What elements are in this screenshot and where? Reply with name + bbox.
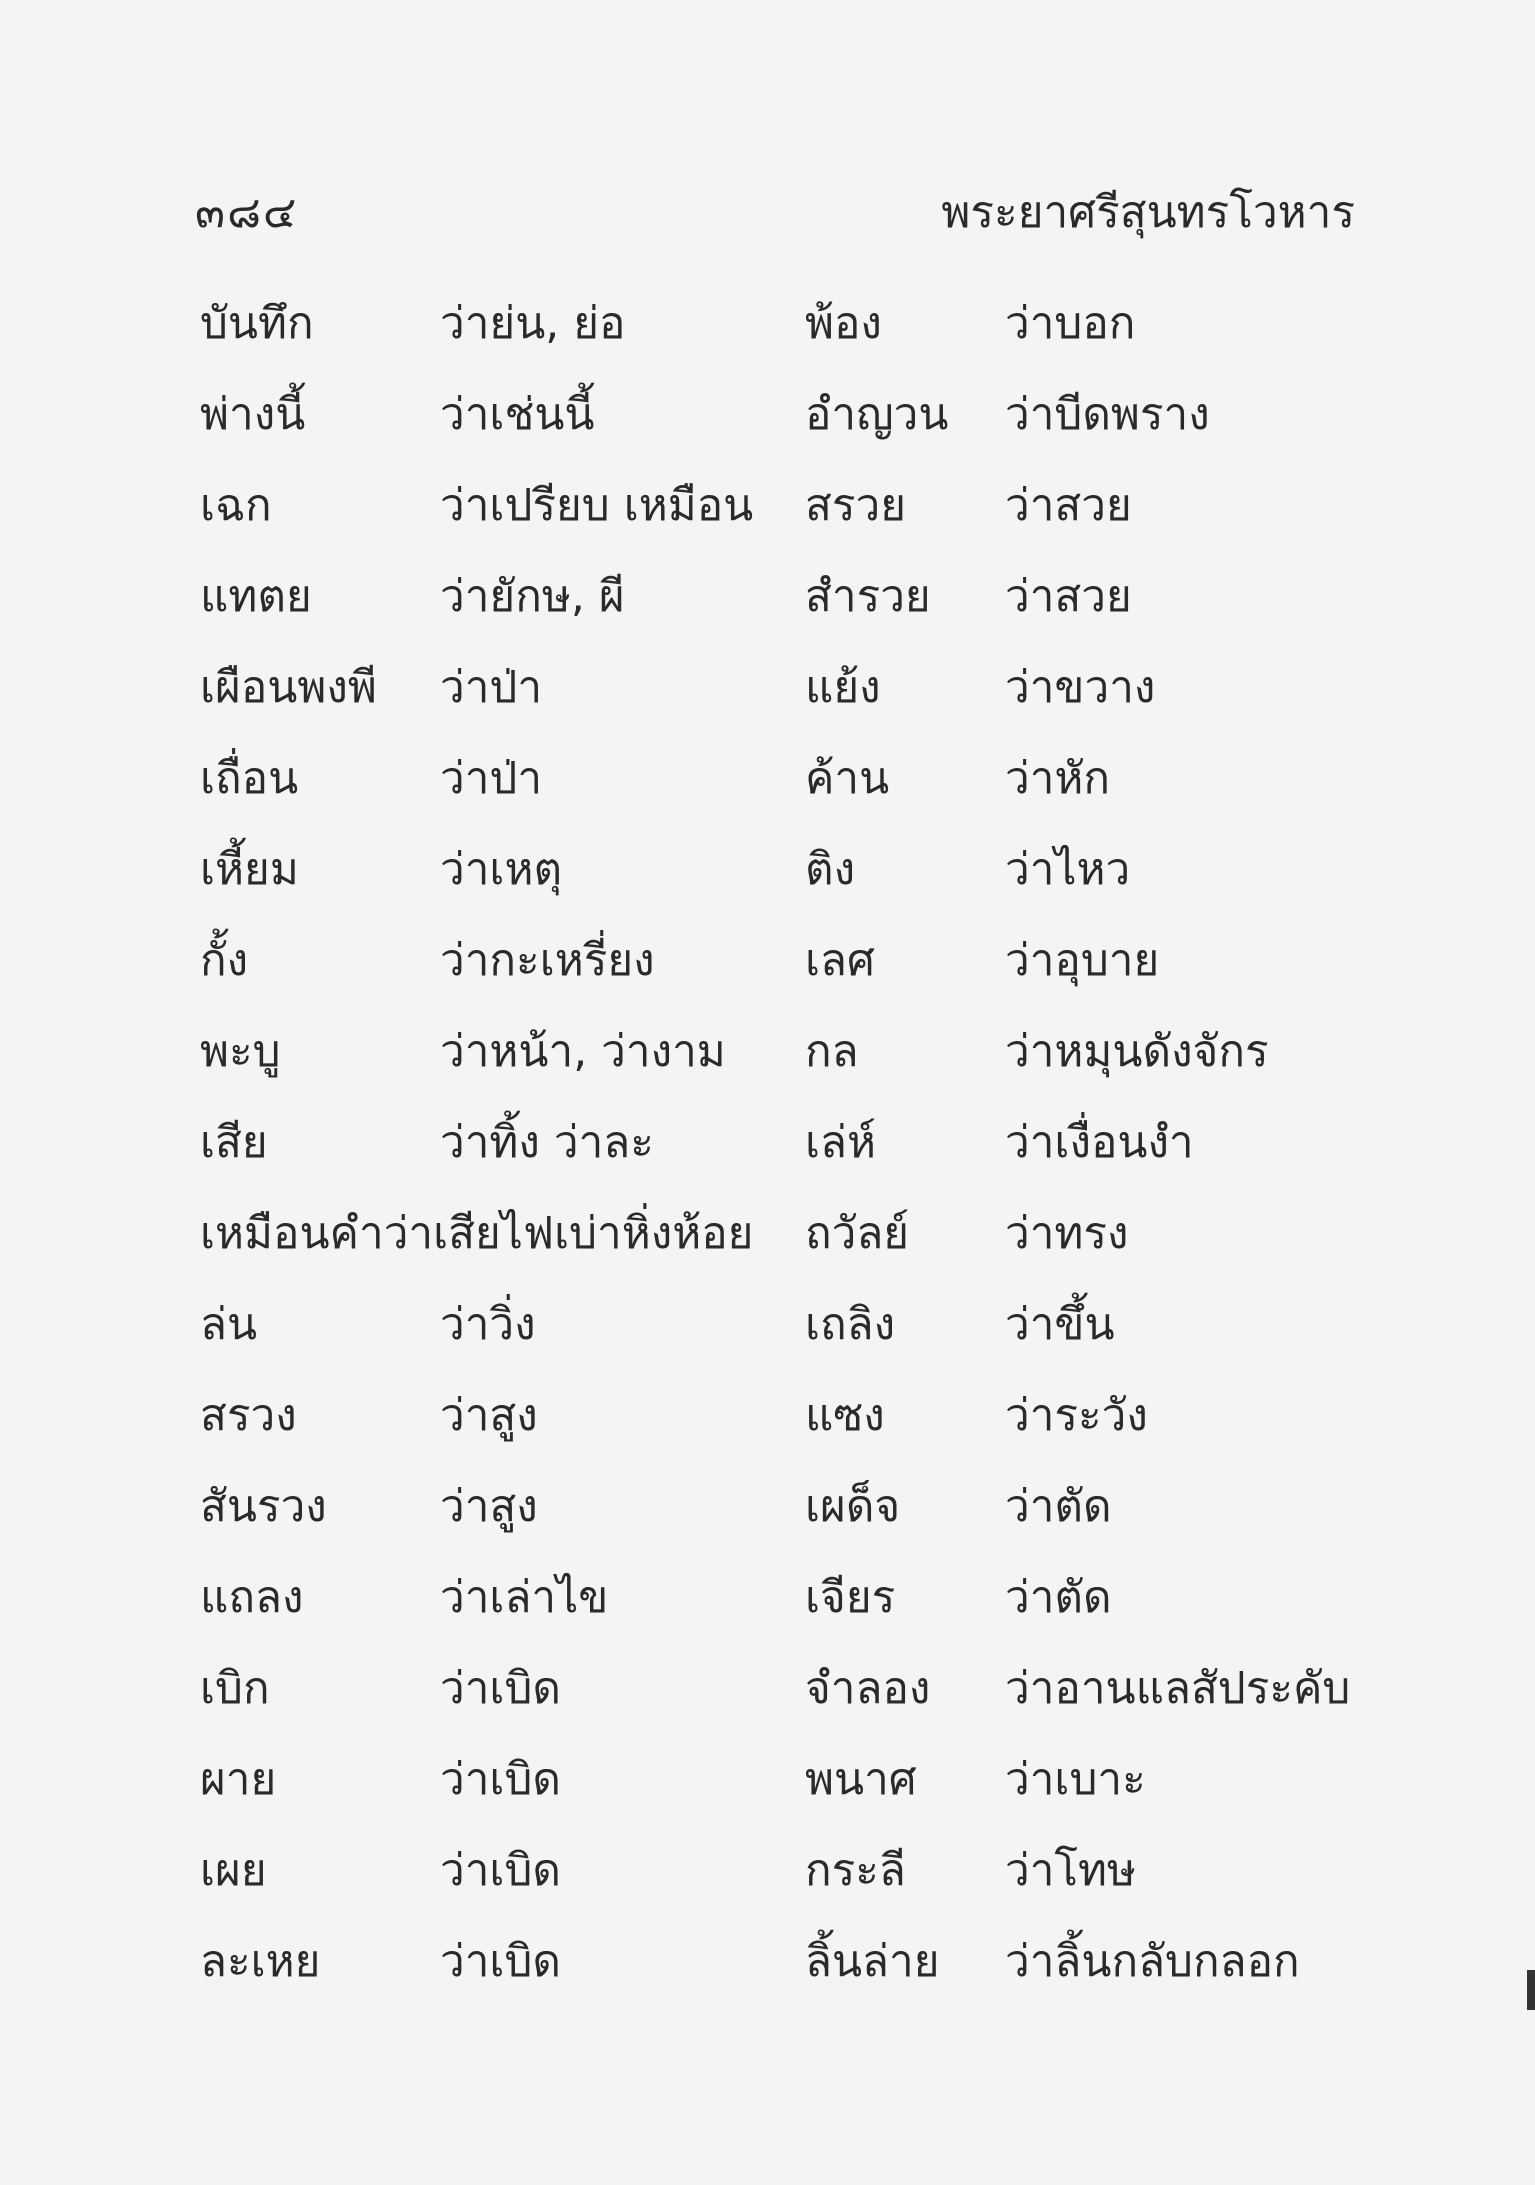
glossary-row	[200, 1188, 1360, 1279]
definition-left: ว่าหน้า, ว่างาม	[440, 1026, 726, 1077]
definition-right: ว่าหัก	[1005, 753, 1111, 804]
headword-left: เหี้ยม	[200, 844, 299, 895]
headword-right: กล	[805, 1026, 859, 1077]
definition-left: ว่าเบิด	[440, 1754, 561, 1805]
headword-right: พ้อง	[805, 298, 882, 349]
definition-left: ว่าย่น, ย่อ	[440, 298, 626, 349]
definition-right: ว่าลิ้นกลับกลอก	[1005, 1936, 1300, 1987]
headword-left: เถื่อน	[200, 753, 299, 804]
glossary-row	[200, 1006, 1360, 1097]
definition-right: ว่าสวย	[1005, 480, 1132, 531]
definition-right: ว่าเงื่อนงำ	[1005, 1117, 1194, 1168]
headword-left: สรวง	[200, 1390, 297, 1441]
glossary-row	[200, 1734, 1360, 1825]
definition-right: ว่าบอก	[1005, 298, 1136, 349]
definition-right: ว่าอานแลสัประคับ	[1005, 1663, 1351, 1714]
definition-left: ว่าเบิด	[440, 1936, 561, 1987]
glossary-row	[200, 824, 1360, 915]
definition-left: ว่าป่า	[440, 753, 543, 804]
headword-left: แทตย	[200, 571, 312, 622]
glossary-entries	[200, 278, 1360, 2007]
definition-left: ว่าสูง	[440, 1390, 538, 1441]
headword-left: เสีย	[200, 1117, 268, 1168]
headword-right: กระลี	[805, 1845, 906, 1896]
page-header	[195, 178, 1355, 248]
definition-left: ว่าทิ้ง ว่าละ	[440, 1117, 654, 1168]
definition-left: ว่ายักษ, ผี	[440, 571, 625, 622]
definition-right: ว่าระวัง	[1005, 1390, 1148, 1441]
headword-right: เล่ห์	[805, 1117, 877, 1168]
definition-right: ว่าเบาะ	[1005, 1754, 1146, 1805]
headword-right: ค้าน	[805, 753, 890, 804]
glossary-row	[200, 1916, 1360, 2007]
headword-right: ติง	[805, 844, 856, 895]
headword-left: ล่น	[200, 1299, 258, 1350]
headword-right: เถลิง	[805, 1299, 896, 1350]
headword-left: พะบู	[200, 1026, 281, 1077]
glossary-row	[200, 1825, 1360, 1916]
definition-right: ว่าโทษ	[1005, 1845, 1137, 1896]
definition-right: ว่าไหว	[1005, 844, 1131, 895]
headword-left: กั้ง	[200, 935, 249, 986]
headword-left: ละเหย	[200, 1936, 321, 1987]
headword-left: เผือนพงพี	[200, 662, 377, 713]
definition-right: ว่าตัด	[1005, 1481, 1112, 1532]
glossary-row	[200, 551, 1360, 642]
definition-right: ว่าอุบาย	[1005, 935, 1160, 986]
headword-left: เบิก	[200, 1663, 270, 1714]
glossary-row	[200, 278, 1360, 369]
definition-right: ว่าขวาง	[1005, 662, 1156, 713]
glossary-row	[200, 1279, 1360, 1370]
definition-right: ว่าขึ้น	[1005, 1299, 1115, 1350]
headword-left: ผาย	[200, 1754, 277, 1805]
definition-left: ว่าเล่าไข	[440, 1572, 609, 1623]
glossary-row	[200, 1370, 1360, 1461]
headword-left: เฉก	[200, 480, 272, 531]
glossary-row	[200, 1461, 1360, 1552]
headword-right: สรวย	[805, 480, 906, 531]
definition-right: ว่าทรง	[1005, 1208, 1129, 1259]
definition-right: ว่าหมุนดังจักร	[1005, 1026, 1269, 1077]
headword-left: เผย	[200, 1845, 267, 1896]
headword-right: เลศ	[805, 935, 875, 986]
headword-right: ถวัลย์	[805, 1208, 910, 1259]
glossary-row	[200, 733, 1360, 824]
definition-left: ว่าสูง	[440, 1481, 538, 1532]
headword-right: พนาศ	[805, 1754, 917, 1805]
glossary-row	[200, 1643, 1360, 1734]
definition-left: ว่าเปรียบ เหมือน	[440, 480, 754, 531]
definition-left: ว่ากะเหรี่ยง	[440, 935, 655, 986]
glossary-row	[200, 915, 1360, 1006]
definition-left: ว่าเบิด	[440, 1663, 561, 1714]
definition-right: ว่าบีดพราง	[1005, 389, 1210, 440]
headword-right: แซง	[805, 1390, 885, 1441]
headword-right: เผด็จ	[805, 1481, 901, 1532]
definition-left: ว่าเหตุ	[440, 844, 563, 895]
glossary-row	[200, 369, 1360, 460]
glossary-row	[200, 1552, 1360, 1643]
headword-right: ลิ้นล่าย	[805, 1936, 940, 1987]
headword-left: เหมือนคำว่าเสียไฟเบ่าหิ่งห้อย	[200, 1208, 754, 1259]
page-number: ๓๘๔	[195, 187, 299, 238]
running-title: พระยาศรีสุนทรโวหาร	[941, 187, 1355, 238]
headword-right: อำญวน	[805, 389, 949, 440]
definition-left: ว่าวิ่ง	[440, 1299, 536, 1350]
headword-left: สันรวง	[200, 1481, 327, 1532]
definition-left: ว่าเบิด	[440, 1845, 561, 1896]
headword-left: บันทึก	[200, 298, 314, 349]
headword-right: แย้ง	[805, 662, 881, 713]
glossary-row	[200, 642, 1360, 733]
definition-left: ว่าเช่นนี้	[440, 389, 595, 440]
glossary-row	[200, 1097, 1360, 1188]
headword-left: พ่างนี้	[200, 389, 306, 440]
scan-edge-mark	[1527, 1970, 1535, 2010]
headword-right: เจียร	[805, 1572, 896, 1623]
definition-left: ว่าป่า	[440, 662, 543, 713]
definition-right: ว่าตัด	[1005, 1572, 1112, 1623]
glossary-row	[200, 460, 1360, 551]
headword-left: แถลง	[200, 1572, 304, 1623]
definition-right: ว่าสวย	[1005, 571, 1132, 622]
headword-right: จำลอง	[805, 1663, 931, 1714]
headword-right: สำรวย	[805, 571, 931, 622]
